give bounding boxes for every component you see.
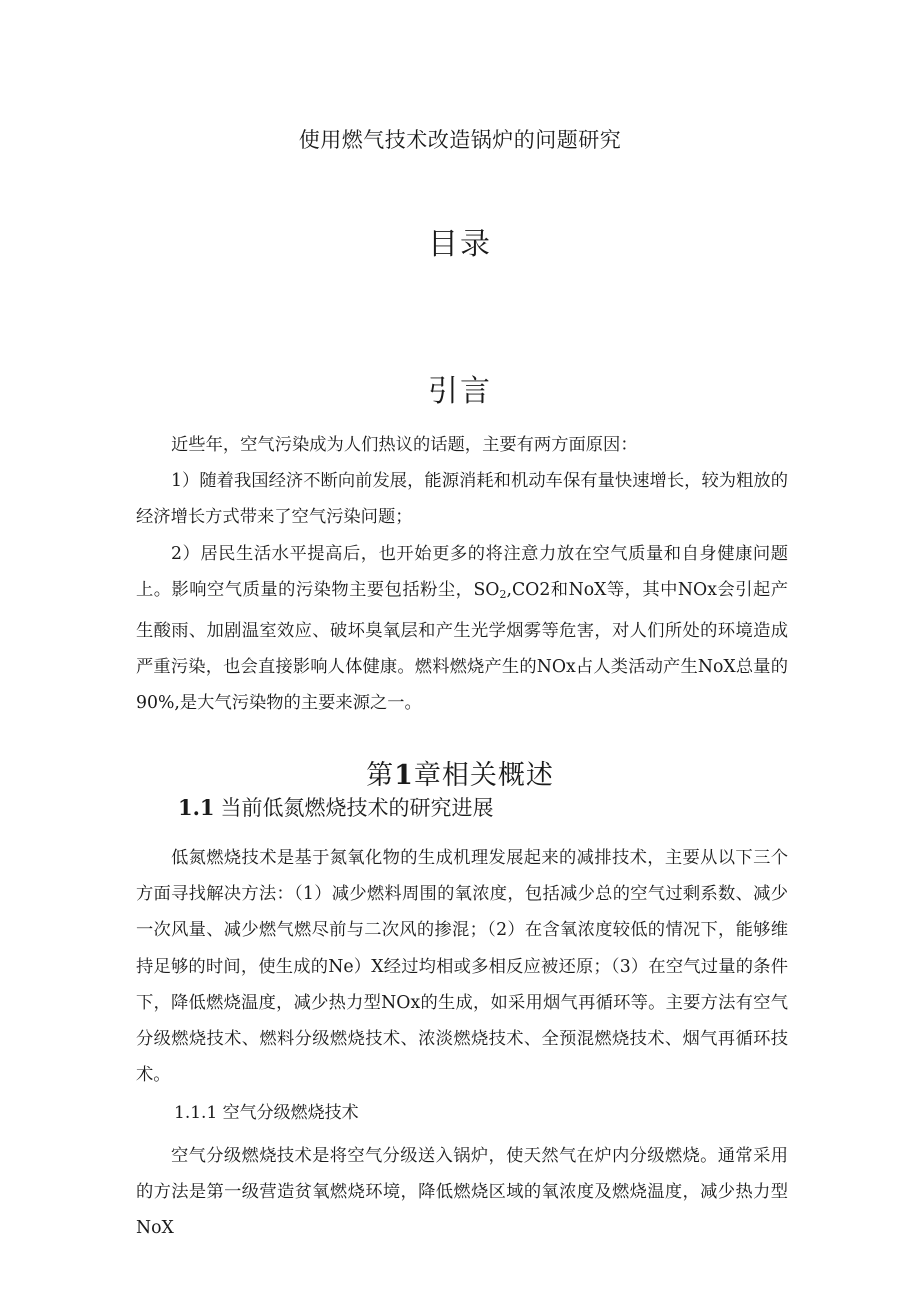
section-number: 1.1: [178, 795, 215, 820]
section-title-text: 当前低氮燃烧技术的研究进展: [220, 796, 494, 820]
section-paragraph: 低氮燃烧技术是基于氮氧化物的生成机理发展起来的减排技术，主要从以下三个方面寻找解决方法：（1）减少燃料周围的氧浓度，包括减少总的空气过剩系数、减少一次风量、减少燃气燃尽前与二次风的掺混；（2）在含氧浓度较低的情况下，能够维持足够的时间，使生成的Ne）X经过均相或多相反应被还原；（3）在空气过量的条件下，降低燃烧温度，减少热力型NOx的生成，如采用烟气再循环等。主要方法有空气分级燃烧技术、燃料分级燃烧技术、浓淡燃烧技术、全预混燃烧技术、烟气再循环技术。: [136, 848, 788, 1086]
intro-paragraph-1: 近些年，空气污染成为人们热议的话题，主要有两方面原因：: [171, 435, 638, 455]
intro-paragraph-3-part-b: ,CO2和NoX等，其中NOx会引起产生酸雨、加剧温室效应、破坏臭氧层和产生光学烟雾等危害，对人们所处的环境造成严重污染，也会直接影响人体健康。燃料燃烧产生的NOx占人类活动产生NoX总量的90%,是大气污染物的主要来源之一。: [136, 579, 788, 714]
intro-paragraph-2: 1）随着我国经济不断向前发展，能源消耗和机动车保有量快速增长，较为粗放的经济增长方式带来了空气污染问题；: [136, 471, 788, 528]
so2-subscript: 2: [499, 587, 507, 601]
section-heading: [178, 792, 494, 822]
chapter-heading: [0, 753, 920, 792]
intro-paragraph-3-part-a: 2）居民生活水平提高后，也开始更多的将注意力放在空气质量和自身健康问题上。影响空气质量的污染物主要包括粉尘，SO: [136, 543, 788, 600]
subsection-heading: 1.1.1 空气分级燃烧技术: [174, 1103, 359, 1123]
subsection-paragraph: 空气分级燃烧技术是将空气分级送入锅炉，使天然气在炉内分级燃烧。通常采用的方法是第一级营造贫氧燃烧环境，降低燃烧区域的氧浓度及燃烧温度，减少热力型NoX: [136, 1146, 788, 1239]
intro-paragraph-3: [136, 536, 788, 722]
chapter-number: 1: [394, 760, 414, 791]
section-body: [136, 840, 788, 1093]
subsection-body: [136, 1138, 788, 1247]
toc-heading: 目录: [428, 227, 492, 262]
chapter-suffix: 章相关概述: [413, 760, 554, 791]
document-title: 使用燃气技术改造锅炉的问题研究: [298, 128, 622, 152]
intro-body: [136, 427, 788, 722]
intro-heading: 引言: [428, 374, 492, 409]
chapter-prefix: 第: [366, 760, 395, 791]
